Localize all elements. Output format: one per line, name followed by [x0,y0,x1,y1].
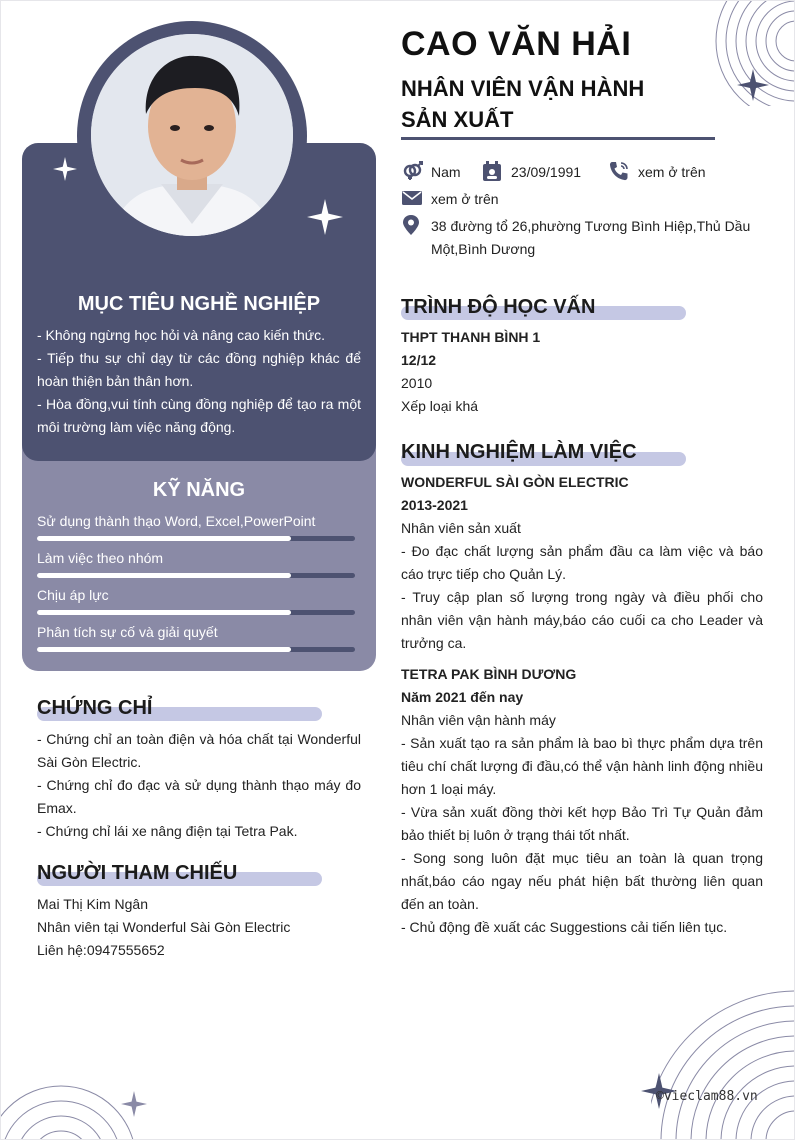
job-position: Nhân viên vận hành máy [401,712,556,728]
job-period: Năm 2021 đến nay [401,689,524,705]
skill-label: Chịu áp lực [37,587,109,603]
job-line: - Chủ động đề xuất các Suggestions cải tiến liên tục. [401,919,728,935]
education-title: TRÌNH ĐỘ HỌC VẤN [401,296,596,318]
phone-info [608,161,706,184]
experience-title: KINH NGHIỆM LÀM VIỆC [401,441,637,463]
certificate-line: - Chứng chỉ an toàn điện và hóa chất tại Wonderful Sài Gòn Electric. [37,731,361,770]
email-info [401,188,499,211]
job-position: Nhân viên sản xuất [401,520,521,536]
skill-bar [37,536,355,541]
skill-bar [37,610,355,615]
phone-icon [608,161,630,181]
skill-item [37,549,355,578]
objective-text [37,324,361,439]
references-text [37,893,361,962]
gender-icon [401,161,423,181]
address-value: 38 đường tổ 26,phường Tương Bình Hiệp,Thủ Dầu Một,Bình Dương [431,218,751,257]
email-value: xem ở trên [431,191,499,207]
mail-icon [401,188,423,208]
job-line: - Truy cập plan số lượng trong ngày và điều phối cho nhân viên vận hành máy,báo cáo cuối ca cho Leader và trưởng ca. [401,589,763,651]
certificate-line: - Chứng chỉ lái xe nâng điện tại Tetra Pak. [37,823,298,839]
birthday-value: 23/09/1991 [511,164,582,180]
skill-bar-fill [37,536,291,541]
education-grade: 12/12 [401,352,437,368]
skill-bar-fill [37,573,291,578]
job-line: - Vừa sản xuất đồng thời kết hợp Bảo Trì Tự Quản đảm bảo thiết bị luôn ở trạng thái tốt nhất. [401,804,763,843]
role-line: SẢN XUẤT [401,107,514,132]
avatar [91,34,293,236]
objective-line: - Hòa đồng,vui tính cùng đồng nghiệp để tạo ra một môi trường làm việc năng động. [37,396,361,435]
arcs-bottom-right [651,966,795,1140]
sparkle-icon [307,199,343,235]
candidate-name: CAO VĂN HẢI [401,25,632,63]
watermark: ©vieclam88.vn [656,1089,758,1104]
skill-item [37,623,355,652]
education-text [401,326,763,418]
location-pin-icon [401,215,423,235]
sparkle-icon [121,1091,147,1117]
arcs-bottom-left [1,1061,141,1140]
certificate-line: - Chứng chỉ đo đạc và sử dụng thành thạo máy đo Emax. [37,777,361,816]
role-line: NHÂN VIÊN VẬN HÀNH [401,76,645,101]
skill-bar [37,647,355,652]
education-school: THPT THANH BÌNH 1 [401,329,541,345]
address-info [401,215,751,261]
calendar-icon [481,161,503,181]
sparkle-icon [53,157,77,181]
education-rank: Xếp loại khá [401,398,479,414]
reference-position: Nhân viên tại Wonderful Sài Gòn Electric [37,919,291,935]
job-line: - Đo đạc chất lượng sản phẩm đầu ca làm việc và báo cáo trực tiếp cho Quản Lý. [401,543,763,582]
gender-info [401,161,461,184]
education-year: 2010 [401,375,433,391]
job-company: TETRA PAK BÌNH DƯƠNG [401,666,577,682]
job-line: - Song song luôn đặt mục tiêu an toàn là quan trọng nhất,báo cáo ngay nếu phát hiện bất thường liên quan đến an toàn. [401,850,763,912]
references-title: NGƯỜI THAM CHIẾU [37,862,238,884]
skill-item [37,586,355,615]
header-divider [401,137,715,140]
sparkle-icon [737,69,769,101]
birthday-info [481,161,581,184]
experience-job [401,471,763,655]
skill-item [37,512,355,541]
reference-contact: Liên hệ:0947555652 [37,942,165,958]
job-company: WONDERFUL SÀI GÒN ELECTRIC [401,474,629,490]
objective-title: MỤC TIÊU NGHỀ NGHIỆP [77,293,321,315]
objective-line: - Tiếp thu sự chỉ dạy từ các đồng nghiệp khác để hoàn thiện bản thân hơn. [37,350,361,389]
certificates-text [37,728,361,843]
skill-bar-fill [37,647,291,652]
skill-bar [37,573,355,578]
skill-label: Sử dụng thành thạo Word, Excel,PowerPoint [37,513,316,529]
job-line: - Sản xuất tạo ra sản phẩm là bao bì thực phẩm dựa trên tiêu chí chất lượng đi đầu,có thể vận hành linh động nhiều hơn 1 loại máy. [401,735,763,797]
experience-job [401,663,763,939]
certificates-title: CHỨNG CHỈ [37,697,153,719]
skill-bar-fill [37,610,291,615]
candidate-role [401,73,721,135]
phone-value: xem ở trên [638,164,706,180]
skill-label: Phân tích sự cố và giải quyết [37,624,218,640]
gender-value: Nam [431,164,461,180]
skill-label: Làm việc theo nhóm [37,550,164,566]
job-period: 2013-2021 [401,497,468,513]
objective-line: - Không ngừng học hỏi và nâng cao kiến thức. [37,327,326,343]
reference-name: Mai Thị Kim Ngân [37,896,149,912]
skills-title: KỸ NĂNG [152,479,246,501]
